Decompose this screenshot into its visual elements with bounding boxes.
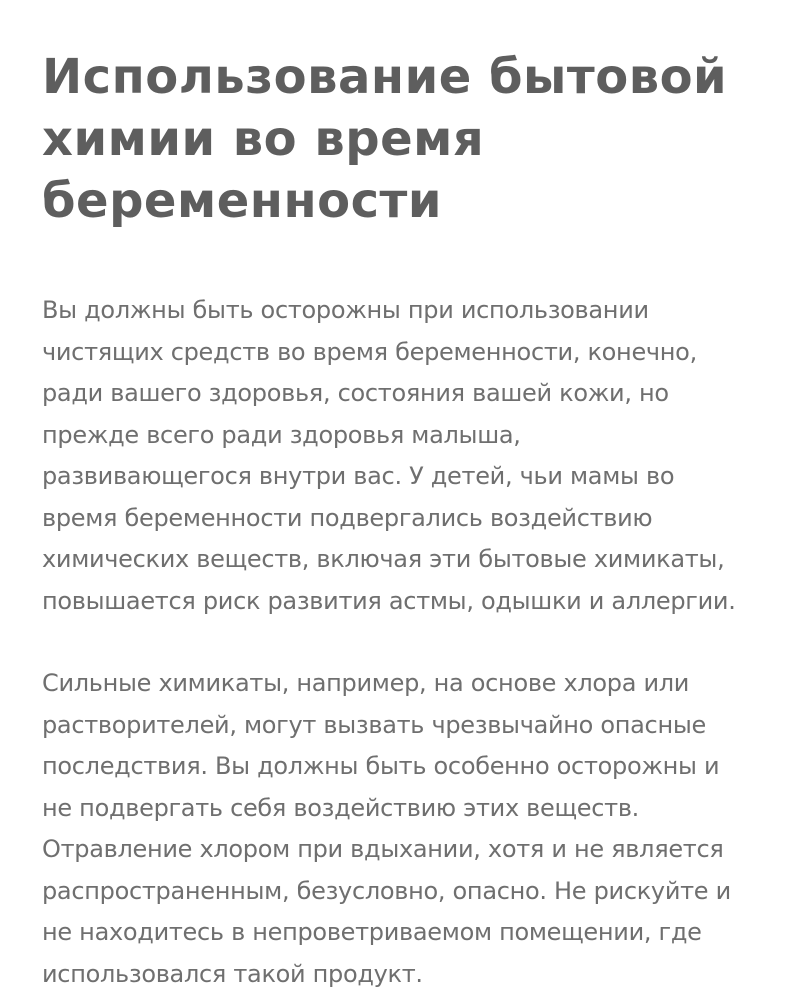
article-paragraph-2: Сильные химикаты, например, на основе хлора или растворителей, могут вызвать чрезвычайно опасные последствия. Вы должны быть особенно осторожны и не подвергать себя воздействию этих веществ. Отравление хлором при вдыхании, хотя и не является распространенным, безусловно, опасно. Не рискуйте и не находитесь в непроветриваемом помещении, где использовался такой продукт.: [42, 669, 731, 988]
article-paragraph-1: Вы должны быть осторожны при использовании чистящих средств во время беременности, конечно, ради вашего здоровья, состояния вашей кожи, но прежде всего ради здоровья малыша, развивающегося внутри вас. У детей, чьи мамы во время беременности подвергались воздействию химических веществ, включая эти бытовые химикаты, повышается риск развития астмы, одышки и аллергии.: [42, 296, 736, 615]
article: [42, 46, 772, 995]
article-title: Использование бытовой химии во время беременности: [42, 49, 728, 229]
